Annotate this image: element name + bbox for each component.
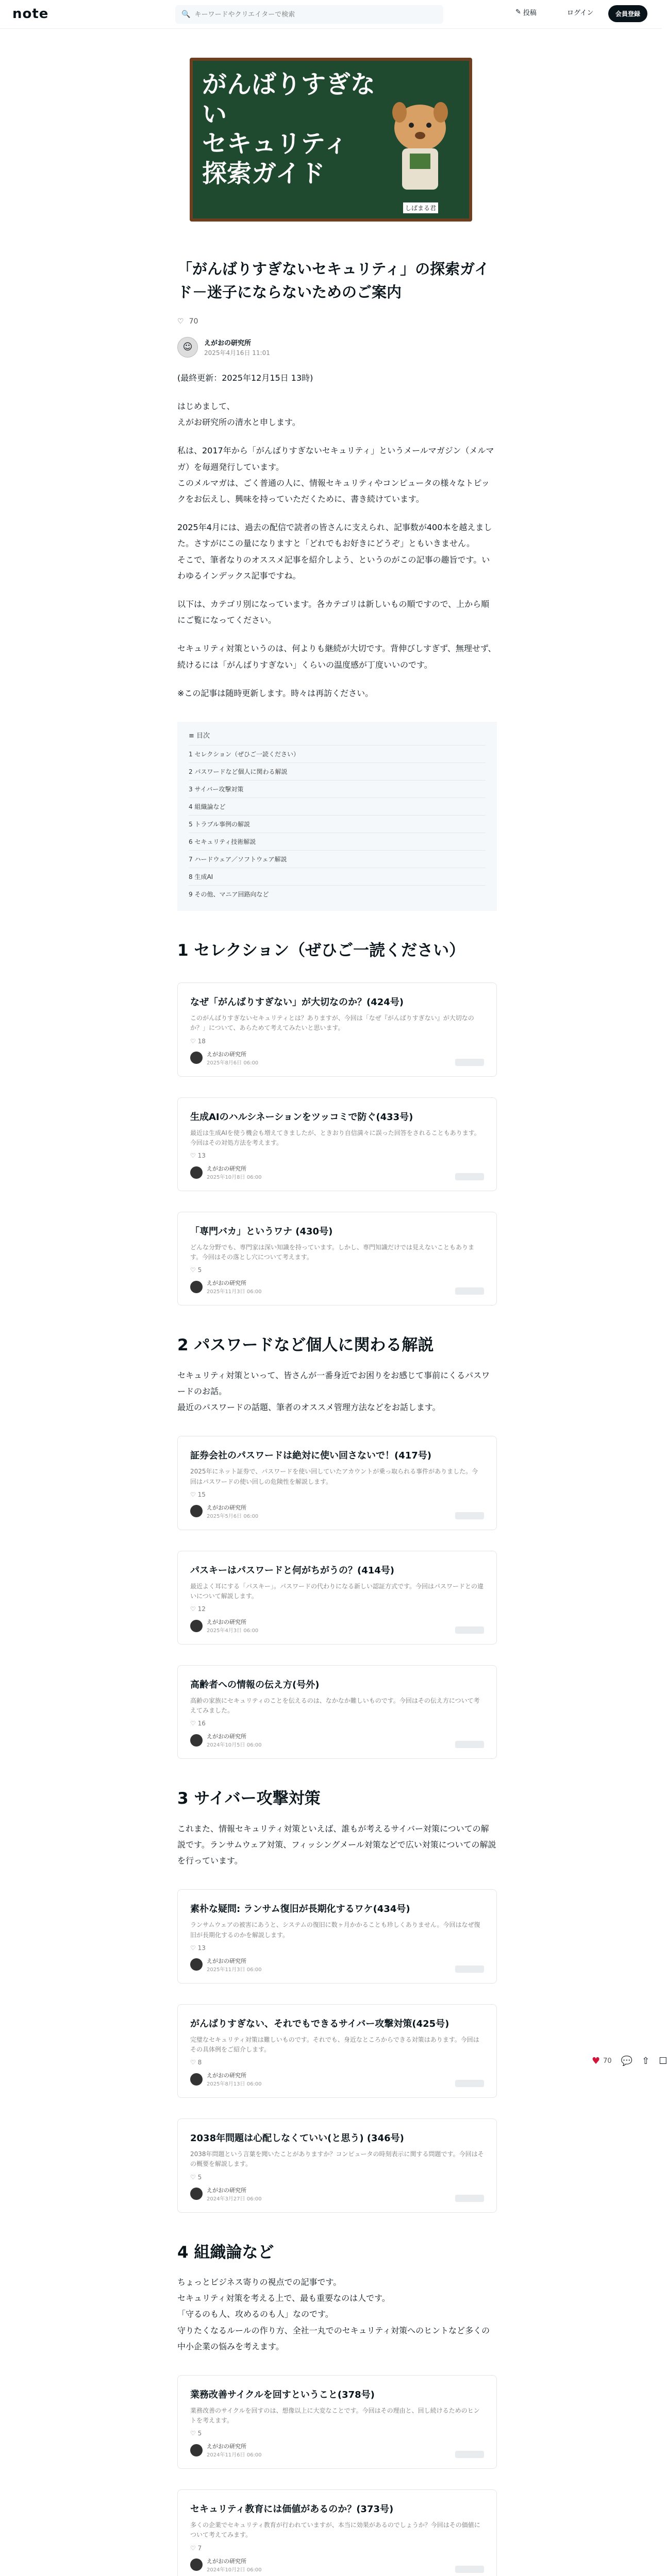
card-author <box>190 1164 484 1180</box>
card-author-name: えがおの研究所 <box>207 1165 246 1173</box>
card-like-row <box>190 1720 484 1727</box>
article-paragraph: 2025年4月には、過去の配信で読者の皆さんに支えられ、記事数が400本を越えました。さすがにこの量になりますと「どれでもお好きにどうぞ」ともいきません。 そこで、筆者なりのオススメ記事を紹介しよう、というのがこの記事の趣旨です。いわゆるインデックス記事ですね。 <box>177 522 492 581</box>
card-excerpt: ランサムウェアの被害にあうと、システムの復旧に数ヶ月かかることも珍しくありません。今回はなぜ復旧が長期化するのかを解説します。 <box>190 1921 480 1939</box>
hero-title <box>202 70 398 189</box>
toc-item[interactable]: 2 パスワードなど個人に関わる解説 <box>189 762 486 780</box>
card-avatar <box>190 2558 203 2571</box>
note-badge <box>455 1512 484 1519</box>
heart-icon: ♡ <box>190 2059 196 2066</box>
article-paragraph: ※この記事は随時更新します。時々は再訪ください。 <box>177 688 374 698</box>
heart-icon: ♡ <box>190 1490 196 1498</box>
article-paragraph: 以下は、カテゴリ別になっています。各カテゴリは新しいもの順ですので、上から順にご覧になってください。 <box>177 599 490 625</box>
heart-icon: ♡ <box>190 1605 196 1613</box>
card-title[interactable]: 2038年問題は心配しなくていい(と思う) (346号) <box>190 2133 404 2144</box>
toc-item[interactable]: 1 セレクション（ぜひご一読ください） <box>189 745 486 762</box>
card-like-row <box>190 1266 484 1274</box>
card-excerpt: 完璧なセキュリティ対策は難しいものです。それでも、身近なところからできる対策はあります。今回はその具体例をご紹介します。 <box>190 2036 479 2053</box>
heart-icon: ♡ <box>190 1037 196 1045</box>
card-excerpt: このがんばりすぎないセキュリティとは？ありますが、今回は「なぜ『がんばりすぎない』が大切なのか？」について、あらためて考えてみたいと思います。 <box>190 1014 474 1032</box>
note-badge <box>455 2451 484 2458</box>
card-like-count: 8 <box>197 2059 202 2066</box>
card-excerpt: 最近よく耳にする「パスキー」。パスワードの代わりになる新しい認証方式です。今回はパスワードとの違いについて解説します。 <box>190 1582 484 1600</box>
card-author-name: えがおの研究所 <box>207 1050 246 1058</box>
heart-icon: ♡ <box>190 1944 196 1952</box>
card-excerpt: 多くの企業でセキュリティ教育が行われていますが、本当に効果があるのでしょうか？今回はその価値について考えてみます。 <box>190 2521 480 2539</box>
card-excerpt: 2025年にネット証券で、パスワードを使い回していたアカウントが乗っ取られる事件がありました。今回はパスワードの使い回しの危険性を解説します。 <box>190 1468 478 1485</box>
card-author-name: えがおの研究所 <box>207 1280 246 1287</box>
author-avatar[interactable]: ☺ <box>177 337 198 358</box>
card-author-name: えがおの研究所 <box>207 1504 246 1511</box>
article-paragraph: (最終更新：2025年12月15日 13時) <box>177 372 313 383</box>
note-badge <box>455 1287 484 1295</box>
card-date: 2024年3月27日 06:00 <box>207 2196 262 2202</box>
card-like-count: 5 <box>197 1266 202 1274</box>
card-title[interactable]: セキュリティ教育には価値があるのか？(373号) <box>190 2504 394 2515</box>
card-excerpt: 最近は生成AIを使う機会も増えてきましたが、ときおり自信満々に誤った回答をされることもあります。今回はその対処方法を考えます。 <box>190 1129 480 1146</box>
card-like-row <box>190 1491 484 1498</box>
card-like-row <box>190 2430 484 2437</box>
heart-icon: ♡ <box>190 1266 196 1274</box>
article <box>177 258 497 2576</box>
toc-item[interactable]: 6 セキュリティ技術解説 <box>189 833 486 850</box>
toc-item[interactable]: 3 サイバー攻撃対策 <box>189 780 486 798</box>
card-author <box>190 1279 484 1295</box>
card-excerpt: 業務改善のサイクルを回すのは、想像以上に大変なことです。今回はその理由と、回し続けるためのヒントを考えます。 <box>190 2406 480 2425</box>
card-author <box>190 1618 484 1634</box>
card-like-count: 5 <box>197 2430 202 2437</box>
card-author <box>190 1503 484 1519</box>
card-author <box>190 1050 484 1066</box>
card-like-row <box>190 1944 484 1952</box>
note-badge <box>455 1059 484 1066</box>
card-date: 2025年5月6日 06:00 <box>207 1513 259 1519</box>
search-bar[interactable] <box>175 5 443 24</box>
card-like-count: 5 <box>197 2173 202 2181</box>
card-avatar <box>190 2188 203 2200</box>
section-description: セキュリティ対策といって、皆さんが一番身近でお困りをお感じて事前にくるパスワードのお話。 最近のパスワードの話題、筆者のオススメ管理方法などをお話します。 <box>177 1370 490 1413</box>
article-paragraph: はじめまして、 えがお研究所の清水と申します。 <box>177 401 301 428</box>
card-date: 2024年11月6日 06:00 <box>207 2452 262 2459</box>
card-date: 2025年11月3日 06:00 <box>207 1289 262 1295</box>
author-date: 2025年4月16日 11:01 <box>204 349 270 357</box>
heart-icon: ♡ <box>190 1720 196 1727</box>
card-date: 2024年10月5日 06:00 <box>207 1742 262 1749</box>
login-button[interactable]: ログイン <box>567 9 594 17</box>
card-author-name: えがおの研究所 <box>207 2443 246 2450</box>
card-date: 2024年10月2日 06:00 <box>207 2567 262 2573</box>
card-author <box>190 1732 484 1748</box>
card-avatar <box>190 1281 203 1293</box>
floating-actions <box>592 2056 667 2066</box>
search-icon: 🔍 <box>181 10 191 19</box>
toc-item[interactable]: 4 組織論など <box>189 798 486 815</box>
pen-icon: ✎ <box>515 8 521 16</box>
hero-line-1: がんばりすぎない <box>202 70 376 129</box>
article-card[interactable] <box>177 1665 497 1759</box>
post-label: 投稿 <box>523 9 537 17</box>
card-date: 2025年8月6日 06:00 <box>207 1060 259 1066</box>
card-like-count: 15 <box>197 1490 206 1498</box>
hero-byline: しばまる君 <box>403 202 438 213</box>
card-avatar <box>190 2073 203 2086</box>
heart-icon: ♡ <box>190 2173 196 2181</box>
article-card[interactable] <box>177 2489 497 2576</box>
card-avatar <box>190 1052 203 1064</box>
card-author <box>190 2071 484 2087</box>
card-like-row <box>190 2545 484 2552</box>
section-description: これまた、情報セキュリティ対策といえば、誰もが考えるサイバー対策についての解説です。ランサムウェア対策、フィッシングメール対策などで広い対策についての解説を行っています。 <box>177 1823 496 1866</box>
card-like-count: 13 <box>197 1944 206 1952</box>
heart-icon: ♡ <box>190 1152 196 1160</box>
toc-item[interactable]: 8 生成AI <box>189 868 486 885</box>
card-author <box>190 2557 484 2573</box>
card-author <box>190 2186 484 2202</box>
article-paragraph: 私は、2017年から「がんばりすぎないセキュリティ」というメールマガジン（メルマガ）を毎週発行しています。 このメルマガは、ごく普通の人に、情報セキュリティやコンピュータの様々なトピックをお伝えし、興味を持っていただくために、書き続けています。 <box>177 446 494 504</box>
card-author-name: えがおの研究所 <box>207 2072 246 2079</box>
section-heading: 2 パスワードなど個人に関わる解説 <box>177 1336 434 1355</box>
toc-heading: ≡ 目次 <box>189 732 210 740</box>
card-author-name: えがおの研究所 <box>207 2557 246 2565</box>
article-card[interactable] <box>177 982 497 1076</box>
card-title[interactable]: 「専門バカ」というワナ (430号) <box>190 1226 333 1238</box>
heart-icon: ♡ <box>190 2430 196 2437</box>
article-card[interactable] <box>177 2375 497 2469</box>
heart-icon: ♡ <box>190 2544 196 2552</box>
card-title[interactable]: なぜ「がんばりすぎない」が大切なのか？(424号) <box>190 997 404 1008</box>
hero-line-2: セキュリティ <box>202 129 348 159</box>
card-excerpt: 高齢の家族にセキュリティのことを伝えるのは、なかなか難しいものです。今回はその伝え方について考えてみました。 <box>190 1697 480 1715</box>
note-badge <box>455 1965 484 1973</box>
card-title[interactable]: 高齢者への情報の伝え方(号外) <box>190 1680 320 1691</box>
article-like-row <box>177 317 497 326</box>
mascot-illustration <box>381 97 459 200</box>
list-icon: ≡ <box>189 732 194 740</box>
toc-item[interactable]: 9 その他、マニア回路向など <box>189 885 486 903</box>
article-card[interactable] <box>177 2004 497 2098</box>
section-heading: 3 サイバー攻撃対策 <box>177 1789 321 1808</box>
author-block[interactable] <box>177 337 497 358</box>
card-like-row <box>190 1038 484 1045</box>
hero-image <box>190 58 472 222</box>
card-like-count: 13 <box>197 1152 206 1160</box>
note-badge <box>455 1741 484 1748</box>
card-excerpt: 2038年問題という言葉を聞いたことがありますか？コンピュータの時刻表示に関する問題です。今回はその概要を解説します。 <box>190 2150 484 2168</box>
note-badge <box>455 1173 484 1180</box>
heart-icon[interactable]: ♡ <box>177 317 184 326</box>
article-card[interactable] <box>177 1889 497 1983</box>
note-badge <box>455 1626 484 1634</box>
card-like-row <box>190 2059 484 2066</box>
card-date: 2025年8月13日 06:00 <box>207 2081 262 2088</box>
article-card[interactable] <box>177 1097 497 1191</box>
article-body <box>177 370 497 701</box>
comment-icon[interactable]: 💬 <box>621 2056 633 2066</box>
card-author <box>190 2442 484 2458</box>
card-avatar <box>190 1734 203 1747</box>
note-badge <box>455 2080 484 2087</box>
section-description: ちょっとビジネス寄りの視点での記事です。 セキュリティ対策を考える上で、最も重要なのは人です。 「守るのも人、攻めるのも人」なのです。 守りたくなるルールの作り方、全社一丸でのセキュリティ対策へのヒントなど多くの中小企業の悩みを考えます。 <box>177 2277 490 2351</box>
card-date: 2025年4月3日 06:00 <box>207 1628 259 1634</box>
card-like-row <box>190 1152 484 1159</box>
card-excerpt: どんな分野でも、専門家は深い知識を持っています。しかし、専門知識だけでは見えないこともあります。今回はその落とし穴について考えます。 <box>190 1244 475 1261</box>
card-author <box>190 1957 484 1973</box>
signup-button[interactable]: 会員登録 <box>608 5 647 22</box>
card-title[interactable]: 素朴な疑問: ランサム復旧が長期化するワケ(434号) <box>190 1904 410 1915</box>
card-like-count: 18 <box>197 1037 206 1045</box>
note-badge <box>455 2195 484 2202</box>
post-button[interactable] <box>515 7 537 17</box>
share-icon[interactable]: ⇧ <box>642 2056 650 2066</box>
section-heading: 4 組織論など <box>177 2243 274 2262</box>
heart-icon[interactable]: ♥ <box>592 2056 601 2066</box>
like-count: 70 <box>189 317 198 326</box>
card-like-row <box>190 2174 484 2181</box>
search-input[interactable] <box>194 11 431 19</box>
card-avatar <box>190 1958 203 1971</box>
card-like-count: 16 <box>197 1720 206 1727</box>
card-avatar <box>190 1620 203 1632</box>
card-date: 2025年11月3日 06:00 <box>207 1967 262 1973</box>
card-title[interactable]: 業務改善サイクルを回すということ(378号) <box>190 2389 375 2400</box>
article-card[interactable] <box>177 1551 497 1645</box>
author-name[interactable]: えがおの研究所 <box>204 339 252 347</box>
card-date: 2025年10月8日 06:00 <box>207 1175 262 1181</box>
card-author-name: えがおの研究所 <box>207 1619 246 1626</box>
card-author-name: えがおの研究所 <box>207 1733 246 1740</box>
floating-like-count: 70 <box>603 2057 612 2065</box>
note-badge <box>455 2566 484 2573</box>
toc-item[interactable]: 5 トラブル事例の解説 <box>189 815 486 833</box>
section-heading: 1 セレクション（ぜひご一読ください） <box>177 941 465 960</box>
card-avatar <box>190 1505 203 1517</box>
card-title[interactable]: 生成AIのハルシネーションをツッコミで防ぐ(433号) <box>190 1111 413 1123</box>
card-avatar <box>190 1166 203 1179</box>
bookmark-icon[interactable]: ☐ <box>659 2056 667 2066</box>
card-avatar <box>190 2444 203 2456</box>
card-title[interactable]: がんばりすぎない、それでもできるサイバー攻撃対策(425号) <box>190 2018 449 2029</box>
card-author-name: えがおの研究所 <box>207 2187 246 2194</box>
article-card[interactable] <box>177 1436 497 1530</box>
site-header <box>0 0 662 29</box>
card-like-row <box>190 1605 484 1613</box>
card-title[interactable]: 証券会社のパスワードは絶対に使い回さないで！(417号) <box>190 1450 432 1462</box>
article-card[interactable] <box>177 2119 497 2212</box>
card-author-name: えがおの研究所 <box>207 1957 246 1964</box>
toc-item[interactable]: 7 ハードウェア／ソフトウェア解説 <box>189 850 486 868</box>
article-paragraph: セキュリティ対策というのは、何よりも継続が大切です。背伸びしすぎず、無理せず、続けるには「がんばりすぎない」くらいの温度感が丁度いいのです。 <box>177 643 496 670</box>
article-title: 「がんばりすぎないセキュリティ」の探索ガイド－迷子にならないためのご案内 <box>177 260 490 301</box>
card-like-count: 7 <box>197 2544 202 2552</box>
table-of-contents <box>177 722 497 911</box>
hero-line-3: 探索ガイド <box>202 159 325 188</box>
card-like-count: 12 <box>197 1605 206 1613</box>
site-logo[interactable]: note <box>12 6 49 22</box>
article-card[interactable] <box>177 1212 497 1306</box>
card-title[interactable]: パスキーはパスワードと何がちがうの？(414号) <box>190 1565 395 1576</box>
